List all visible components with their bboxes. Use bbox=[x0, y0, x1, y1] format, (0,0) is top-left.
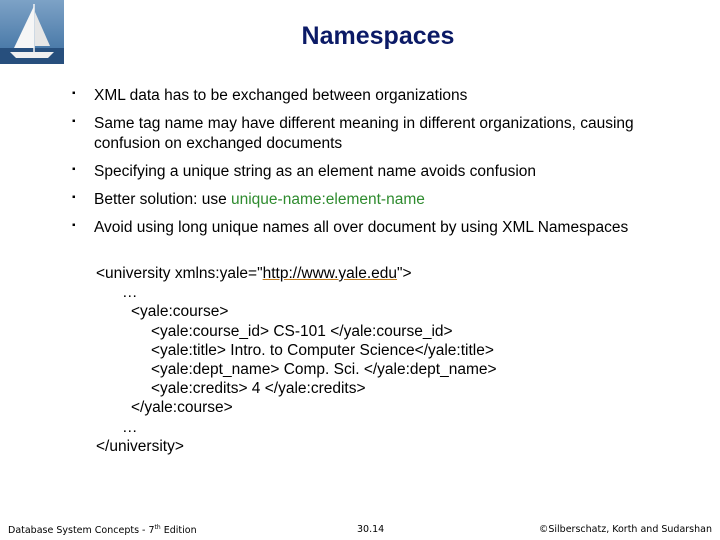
list-item bbox=[70, 162, 690, 182]
bullet-text: Same tag name may have different meaning in different organizations, causing confusion on exchanged documents bbox=[94, 115, 634, 152]
list-item bbox=[70, 114, 690, 154]
highlight-text: unique-name:element-name bbox=[231, 191, 425, 208]
bullet-text: Avoid using long unique names all over document by using XML Namespaces bbox=[94, 219, 629, 236]
yale-url-link[interactable]: http://www.yale.edu bbox=[262, 265, 398, 282]
list-item bbox=[70, 218, 690, 238]
bullet-list bbox=[70, 86, 690, 238]
list-item bbox=[70, 86, 690, 106]
code-line: … bbox=[122, 418, 138, 436]
copyright: ©Silberschatz, Korth and Sudarshan bbox=[538, 524, 712, 535]
code-line: <yale:title> Intro. to Computer Science</yale:title> bbox=[151, 341, 494, 359]
square-bullet-icon: ▪ bbox=[72, 220, 76, 231]
code-line: <yale:course_id> CS-101 </yale:course_id> bbox=[151, 322, 453, 340]
list-item bbox=[70, 190, 690, 210]
code-line: </yale:course> bbox=[131, 399, 233, 417]
bullet-text: Better solution: use bbox=[94, 191, 231, 208]
code-line: <yale:dept_name> Comp. Sci. </yale:dept_name> bbox=[151, 361, 497, 379]
square-bullet-icon: ▪ bbox=[72, 88, 76, 99]
footer-book-title: Database System Concepts - 7th Edition bbox=[8, 524, 197, 537]
page-number: 30.14 bbox=[357, 524, 385, 535]
code-line: <university xmlns:yale="http://www.yale.edu"> bbox=[96, 265, 412, 282]
code-line: </university> bbox=[96, 437, 184, 455]
code-line: <yale:credits> 4 </yale:credits> bbox=[151, 380, 366, 398]
code-line: <yale:course> bbox=[131, 303, 229, 321]
page-title: Namespaces bbox=[301, 22, 455, 50]
square-bullet-icon: ▪ bbox=[72, 116, 76, 127]
bullet-text: XML data has to be exchanged between organizations bbox=[94, 87, 468, 104]
code-line: … bbox=[122, 284, 138, 302]
xml-code-block bbox=[96, 264, 497, 456]
bullet-text: Specifying a unique string as an element name avoids confusion bbox=[94, 163, 537, 180]
square-bullet-icon: ▪ bbox=[72, 192, 76, 203]
square-bullet-icon: ▪ bbox=[72, 164, 76, 175]
footer bbox=[0, 522, 720, 540]
